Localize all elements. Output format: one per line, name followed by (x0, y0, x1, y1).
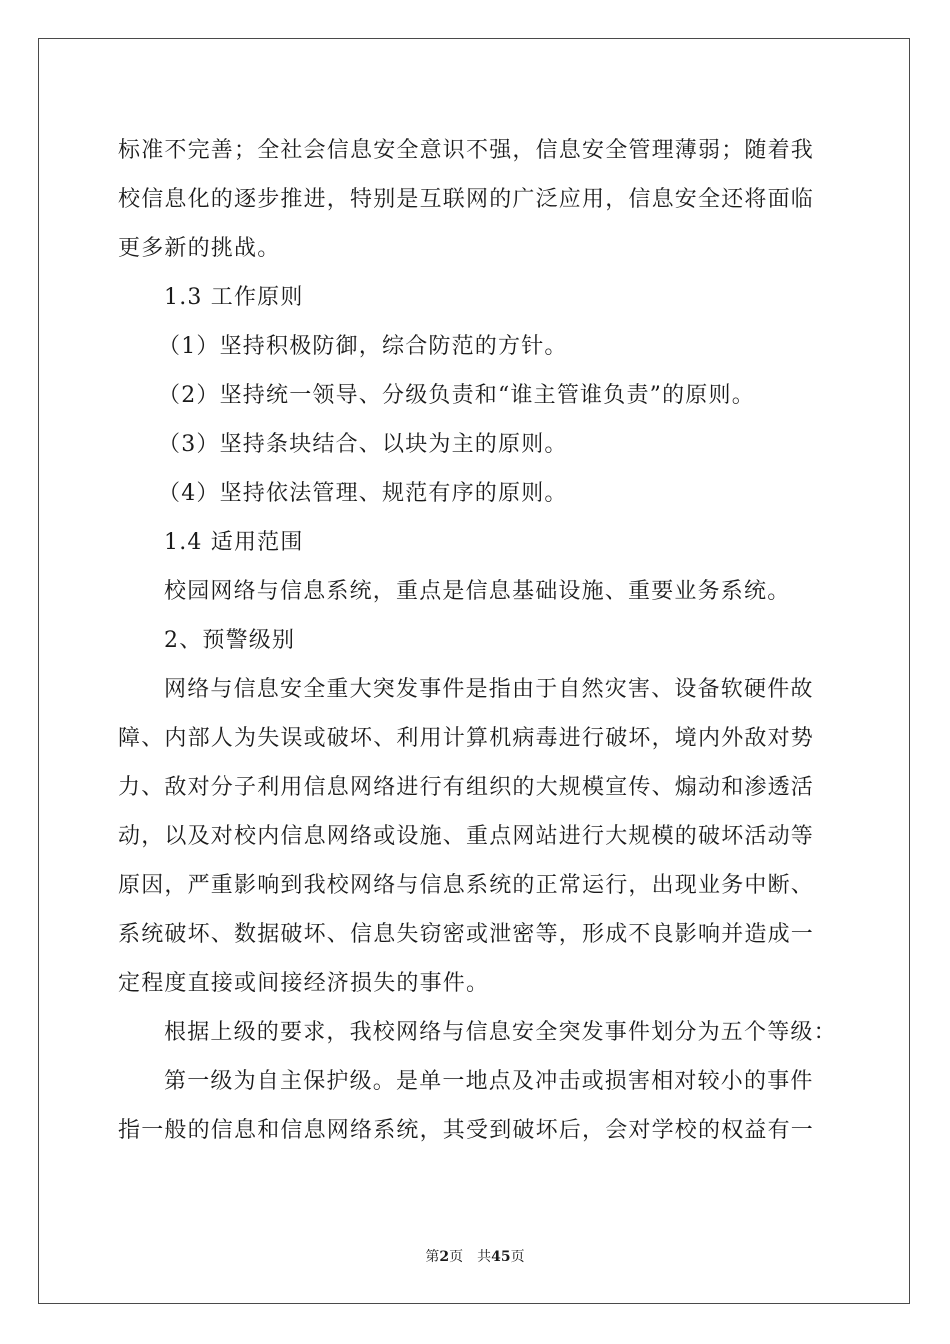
text-line: 第一级为自主保护级。是单一地点及冲击或损害相对较小的事件 (164, 1069, 814, 1094)
text-line: 校园网络与信息系统，重点是信息基础设施、重要业务系统。 (164, 579, 791, 604)
text-line: 更多新的挑战。 (118, 236, 281, 261)
text-line: 障、内部人为失误或破坏、利用计算机病毒进行破坏，境内外敌对势 (118, 726, 815, 751)
list-item: （4）坚持依法管理、规范有序的原则。 (158, 481, 568, 506)
total-suffix: 页 (510, 1249, 525, 1265)
list-item: （3）坚持条块结合、以块为主的原则。 (158, 432, 568, 457)
section-heading: 1.3 工作原则 (164, 285, 304, 310)
page-number: 2 (439, 1249, 450, 1265)
text-line: 网络与信息安全重大突发事件是指由于自然灾害、设备软硬件故 (164, 677, 814, 702)
page-footer (0, 1246, 950, 1266)
section-heading: 1.4 适用范围 (164, 530, 304, 555)
text-line: 定程度直接或间接经济损失的事件。 (118, 971, 490, 996)
text-line: 原因，严重影响到我校网络与信息系统的正常运行，出现业务中断、 (118, 873, 815, 898)
text-line: 动，以及对校内信息网络或设施、重点网站进行大规模的破坏活动等 (118, 824, 815, 849)
text-line: 系统破坏、数据破坏、信息失窃密或泄密等，形成不良影响并造成一 (118, 922, 815, 947)
total-prefix: 共 (477, 1249, 492, 1265)
document-body (118, 126, 838, 1155)
text-line: 根据上级的要求，我校网络与信息安全突发事件划分为五个等级： (164, 1020, 837, 1045)
text-line: 标准不完善；全社会信息安全意识不强，信息安全管理薄弱；随着我 (118, 138, 815, 163)
list-item: （2）坚持统一领导、分级负责和“谁主管谁负责”的原则。 (158, 383, 755, 408)
text-line: 指一般的信息和信息网络系统，其受到破坏后，会对学校的权益有一 (118, 1118, 815, 1143)
total-pages: 45 (491, 1249, 511, 1265)
section-heading: 2、预警级别 (164, 628, 296, 653)
text-line: 力、敌对分子利用信息网络进行有组织的大规模宣传、煽动和渗透活 (118, 775, 815, 800)
text-line: 校信息化的逐步推进，特别是互联网的广泛应用，信息安全还将面临 (118, 187, 815, 212)
page-suffix: 页 (449, 1249, 464, 1265)
page-prefix: 第 (425, 1249, 440, 1265)
list-item: （1）坚持积极防御，综合防范的方针。 (158, 334, 568, 359)
